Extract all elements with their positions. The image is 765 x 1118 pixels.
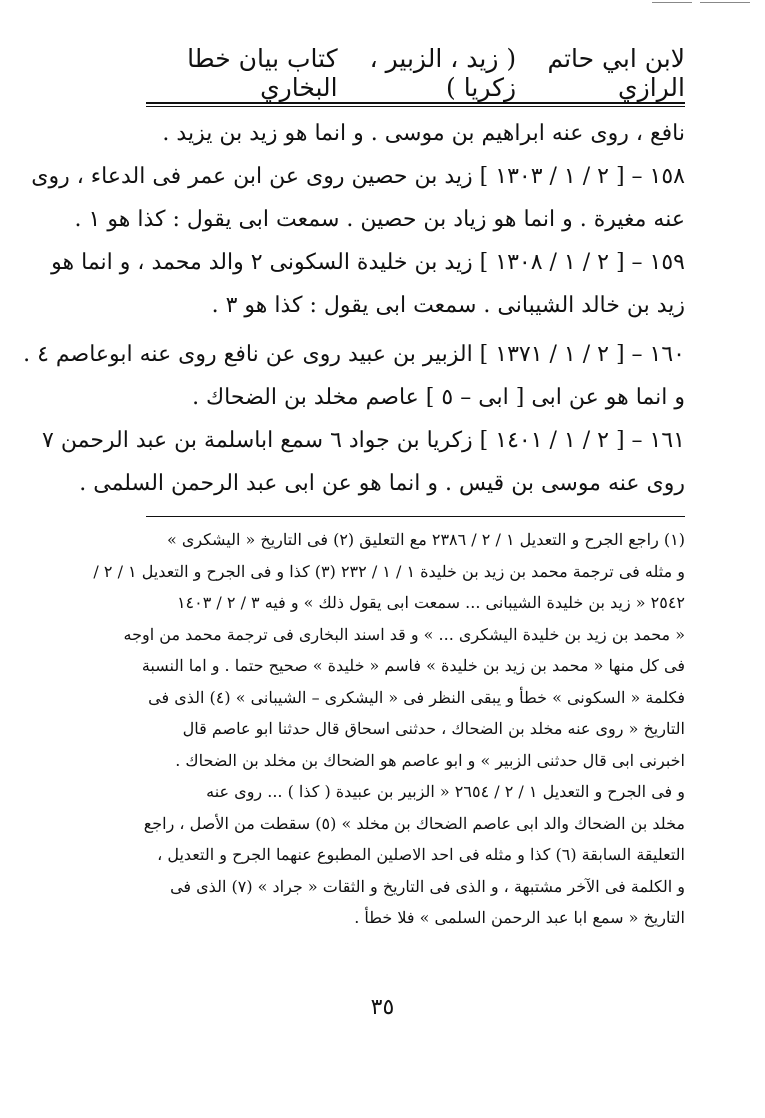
footnote-line: مخلد بن الضحاك والد ابى عاصم الضحاك بن مخلد » (٥) سقطت من الأصل ، راجع bbox=[143, 813, 685, 833]
footnote-line: فى كل منها « محمد بن زيد بن خليدة » فاسم « خليدة » صحيح حتما . و اما النسبة bbox=[141, 656, 685, 675]
header-names: ( زيد ، الزبير ، زكريا ) bbox=[369, 44, 517, 102]
text-line: روى عنه موسى بن قيس . و انما هو عن ابى عبد الرحمن السلمى . bbox=[79, 471, 685, 496]
footnote-line: و مثله فى ترجمة محمد بن زيد بن خليدة ١ / ١ / ٢٣٢ (٣) كذا و فى الجرح و التعديل ١ / ٢ / bbox=[93, 561, 685, 581]
footnote-line: التاريخ « سمع ابا عبد الرحمن السلمى » فلا خطأ . bbox=[354, 908, 685, 927]
footnotes bbox=[93, 524, 685, 934]
header-author: لابن ابي حاتم الرازي bbox=[547, 44, 685, 102]
header-rule bbox=[146, 102, 685, 107]
footnote-line: (١) راجع الجرح و التعديل ١ / ٢ / ٢٣٨٦ مع التعليق (٢) فى التاريخ « اليشكرى » bbox=[166, 530, 685, 549]
text-line: و انما هو عن ابى [ ابى – ٥ ] عاصم مخلد بن الضحاك . bbox=[192, 385, 685, 410]
running-header bbox=[150, 44, 685, 102]
page-number: ٣٥ bbox=[370, 995, 395, 1020]
footnote-line: و الكلمة فى الآخر مشتبهة ، و الذى فى التاريخ و الثقات « جراد » (٧) الذى فى bbox=[170, 876, 685, 896]
footnote-line: ٢٥٤٢ « زيد بن خليدة الشيبانى ... سمعت ابى يقول ذلك » و فيه ٣ / ٢ / ١٤٠٣ bbox=[176, 593, 685, 612]
footnote-line: التاريخ « روى عنه مخلد بن الضحاك ، حدثنى اسحاق قال حدثنا ابو عاصم قال bbox=[182, 719, 685, 738]
scan-artifact-line bbox=[652, 2, 692, 3]
scan-artifact-line bbox=[700, 2, 750, 3]
header-title: كتاب بيان خطا البخاري bbox=[187, 44, 338, 102]
footnote-line: اخبرنى ابى قال حدثنى الزبير » و ابو عاصم هو الضحاك بن مخلد بن الضحاك . bbox=[175, 750, 685, 770]
footnote-rule bbox=[146, 516, 685, 517]
text-line: زيد بن خالد الشيبانى . سمعت ابى يقول : كذا هو ٣ . bbox=[211, 293, 685, 318]
footnote-line: فكلمة « السكونى » خطأ و يبقى النظر فى « اليشكرى – الشيبانى » (٤) الذى فى bbox=[148, 687, 685, 707]
entry-159: ١٥٩ – [ ٢ / ١ / ١٣٠٨ ] زيد بن خليدة السكونى ٢ والد محمد ، و انما هو bbox=[51, 250, 685, 275]
footnote-line: التعليقة السابقة (٦) كذا و مثله فى احد الاصلين المطبوع عنهما الجرح و التعديل ، bbox=[157, 845, 685, 864]
footnote-line: « محمد بن زيد بن خليدة اليشكرى ... » و قد اسند البخارى فى ترجمة محمد من اوجه bbox=[123, 624, 685, 644]
text-line: عنه مغيرة . و انما هو زياد بن حصين . سمعت ابى يقول : كذا هو ١ . bbox=[74, 207, 685, 232]
main-text bbox=[23, 112, 685, 505]
entry-158: ١٥٨ – [ ٢ / ١ / ١٣٠٣ ] زيد بن حصين روى عن ابن عمر فى الدعاء ، روى bbox=[31, 164, 685, 189]
footnote-line: و فى الجرح و التعديل ١ / ٢ / ٢٦٥٤ « الزبير بن عبيدة ( كذا ) ... روى عنه bbox=[206, 782, 685, 801]
entry-161: ١٦١ – [ ٢ / ١ / ١٤٠١ ] زكريا بن جواد ٦ سمع اباسلمة بن عبد الرحمن ٧ bbox=[42, 428, 685, 453]
entry-160: ١٦٠ – [ ٢ / ١ / ١٣٧١ ] الزبير بن عبيد روى عن نافع روى عنه ابوعاصم ٤ . bbox=[23, 342, 685, 367]
text-line: نافع ، روى عنه ابراهيم بن موسى . و انما هو زيد بن يزيد . bbox=[162, 121, 685, 146]
